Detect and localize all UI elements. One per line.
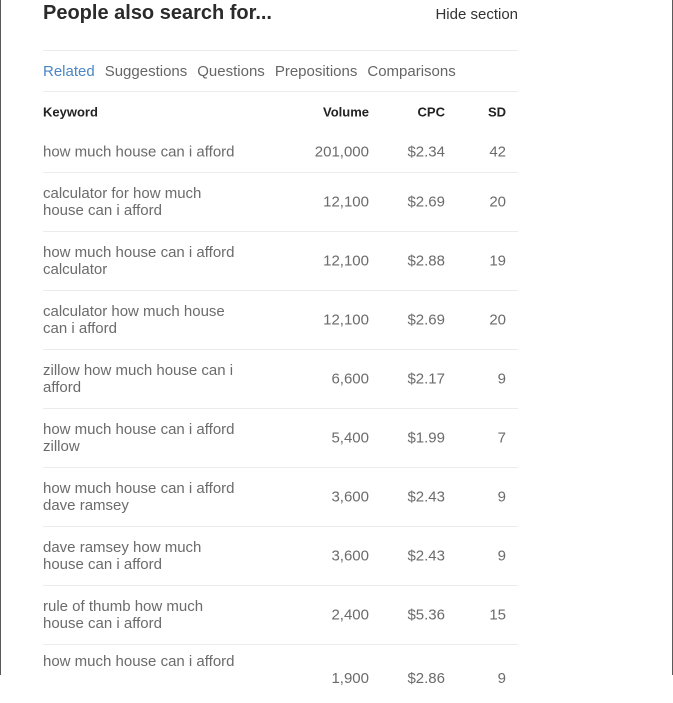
tab-comparisons[interactable]: Comparisons bbox=[367, 62, 456, 80]
keyword-cell[interactable]: dave ramsey how much house can i afford bbox=[43, 539, 202, 573]
sd-cell: 20 bbox=[489, 193, 506, 211]
table-row[interactable] bbox=[43, 232, 518, 291]
cpc-cell: $2.69 bbox=[407, 311, 445, 329]
keyword-cell[interactable]: zillow how much house can i afford bbox=[43, 362, 234, 396]
volume-cell: 12,100 bbox=[323, 252, 369, 270]
tab-related[interactable]: Related bbox=[43, 62, 95, 80]
column-header-cpc[interactable]: CPC bbox=[417, 104, 445, 120]
volume-cell: 2,400 bbox=[331, 606, 369, 624]
table-row[interactable] bbox=[43, 132, 518, 173]
keyword-cell[interactable]: calculator for how much house can i afford bbox=[43, 185, 202, 219]
keyword-table bbox=[43, 92, 518, 703]
cpc-cell: $2.34 bbox=[407, 143, 445, 161]
volume-cell: 3,600 bbox=[331, 488, 369, 506]
table-header-row bbox=[43, 92, 518, 132]
volume-cell: 5,400 bbox=[331, 429, 369, 447]
keyword-cell[interactable]: how much house can i afford calculator bbox=[43, 244, 235, 278]
sd-cell: 9 bbox=[497, 547, 506, 565]
volume-cell: 201,000 bbox=[314, 143, 369, 161]
sd-cell: 9 bbox=[497, 488, 506, 506]
keyword-cell[interactable]: calculator how much house can i afford bbox=[43, 303, 225, 337]
sd-cell: 9 bbox=[497, 670, 506, 687]
keyword-cell[interactable]: how much house can i afford bbox=[43, 653, 235, 670]
volume-cell: 3,600 bbox=[331, 547, 369, 565]
hide-section-link[interactable]: Hide section bbox=[435, 6, 518, 23]
tab-questions[interactable]: Questions bbox=[197, 62, 265, 80]
sd-cell: 19 bbox=[489, 252, 506, 270]
sd-cell: 20 bbox=[489, 311, 506, 329]
cpc-cell: $2.43 bbox=[407, 488, 445, 506]
column-header-volume[interactable]: Volume bbox=[323, 104, 369, 120]
cpc-cell: $1.99 bbox=[407, 429, 445, 447]
sd-cell: 7 bbox=[497, 429, 506, 447]
table-row[interactable] bbox=[43, 350, 518, 409]
volume-cell: 12,100 bbox=[323, 311, 369, 329]
table-row[interactable] bbox=[43, 527, 518, 586]
cpc-cell: $2.17 bbox=[407, 370, 445, 388]
people-also-search-section bbox=[43, 0, 518, 703]
cpc-cell: $2.69 bbox=[407, 193, 445, 211]
table-row[interactable] bbox=[43, 409, 518, 468]
table-row[interactable] bbox=[43, 291, 518, 350]
sd-cell: 42 bbox=[489, 143, 506, 161]
tab-prepositions[interactable]: Prepositions bbox=[274, 62, 358, 80]
keyword-cell[interactable]: how much house can i afford dave ramsey bbox=[43, 480, 235, 514]
cpc-cell: $2.86 bbox=[407, 670, 445, 687]
section-title: People also search for... bbox=[43, 2, 272, 24]
cpc-cell: $2.43 bbox=[407, 547, 445, 565]
tab-suggestions[interactable]: Suggestions bbox=[104, 62, 188, 80]
sd-cell: 15 bbox=[489, 606, 506, 624]
section-header bbox=[43, 0, 518, 51]
volume-cell: 6,600 bbox=[331, 370, 369, 388]
volume-cell: 1,900 bbox=[331, 670, 369, 687]
keyword-cell[interactable]: rule of thumb how much house can i afford bbox=[43, 598, 204, 632]
column-header-sd[interactable]: SD bbox=[487, 104, 506, 120]
keyword-tabs bbox=[43, 51, 518, 92]
volume-cell: 12,100 bbox=[323, 193, 369, 211]
keyword-cell[interactable]: how much house can i afford bbox=[43, 143, 235, 161]
table-row[interactable] bbox=[43, 586, 518, 645]
table-row[interactable] bbox=[43, 645, 518, 703]
keyword-cell[interactable]: how much house can i afford zillow bbox=[43, 421, 235, 455]
table-row[interactable] bbox=[43, 468, 518, 527]
cpc-cell: $5.36 bbox=[407, 606, 445, 624]
table-row[interactable] bbox=[43, 173, 518, 232]
cpc-cell: $2.88 bbox=[407, 252, 445, 270]
column-header-keyword[interactable]: Keyword bbox=[43, 104, 98, 120]
sd-cell: 9 bbox=[497, 370, 506, 388]
